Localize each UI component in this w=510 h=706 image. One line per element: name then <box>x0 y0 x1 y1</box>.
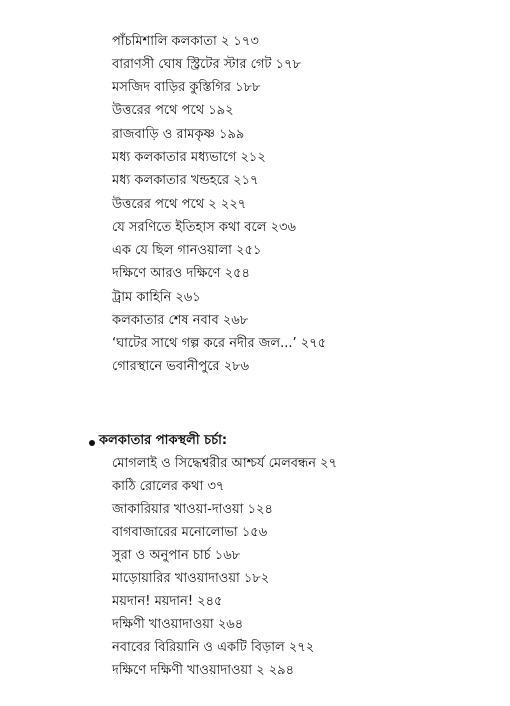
toc-entry: যে সরণিতে ইতিহাস কথা বলে ২৩৬ <box>112 220 296 235</box>
toc-entry: মধ্য কলকাতার মধ্যভাগে ২১২ <box>112 150 266 165</box>
toc-entry: ট্রাম কাহিনি ২৬১ <box>112 290 201 305</box>
toc-entry: মধ্য কলকাতার খন্ডহরে ২১৭ <box>112 173 259 188</box>
toc-entry: জাকারিয়ার খাওয়া-দাওয়া ১২৪ <box>112 502 273 517</box>
toc-entry: পাঁচমিশালি কলকাতা ২ ১৭৩ <box>112 34 259 49</box>
toc-entry: সুরা ও অনুপান চার্চ ১৬৮ <box>112 548 241 563</box>
toc-entry: মসজিদ বাড়ির কুস্তিগির ১৮৮ <box>112 80 261 95</box>
toc-entry: কাঠি রোলের কথা ৩৭ <box>112 479 225 494</box>
toc-entry: বাগবাজারের মনোলোভা ১৫৬ <box>112 525 268 540</box>
toc-entry: বারাণসী ঘোষ স্ট্রিটের স্টার গেট ১৭৮ <box>112 57 301 72</box>
toc-entry: মাড়োয়ারির খাওয়াদাওয়া ১৮২ <box>112 571 270 586</box>
toc-entry: মোগলাই ও সিদ্ধেশ্বরীর আশ্চর্য মেলবন্ধন ২৭ <box>112 456 338 471</box>
toc-entry: নবাবের বিরিয়ানি ও একটি বিড়াল ২৭২ <box>112 640 315 655</box>
toc-entry: দক্ষিণে দক্ষিণী খাওয়াদাওয়া ২ ২৯৪ <box>112 663 295 678</box>
toc-entry: কলকাতার শেষ নবাব ২৬৮ <box>112 313 249 328</box>
toc-entry: দক্ষিণে আরও দক্ষিণে ২৫৪ <box>112 266 250 281</box>
toc-entry: গোরস্থানে ভবানীপুরে ২৮৬ <box>112 359 250 374</box>
toc-entry: দক্ষিণী খাওয়াদাওয়া ২৬৪ <box>112 617 244 632</box>
section-heading <box>89 433 227 449</box>
toc-entry: উত্তরের পথে পথে ২ ২২৭ <box>112 197 247 212</box>
toc-entry: উত্তরের পথে পথে ১৯২ <box>112 103 234 118</box>
section-heading-text: কলকাতার পাকস্থলী চর্চা: <box>99 433 228 448</box>
toc-entry: ‘ঘাটের সাথে গল্প করে নদীর জল...’ ২৭৫ <box>112 336 327 351</box>
toc-entry: এক যে ছিল গানওয়ালা ২৫১ <box>112 243 262 258</box>
toc-entry: রাজবাড়ি ও রামকৃষ্ণ ১৯৯ <box>112 127 245 142</box>
toc-entry: ময়দান! ময়দান! ২৪৫ <box>112 594 223 609</box>
bullet-icon <box>89 440 95 446</box>
